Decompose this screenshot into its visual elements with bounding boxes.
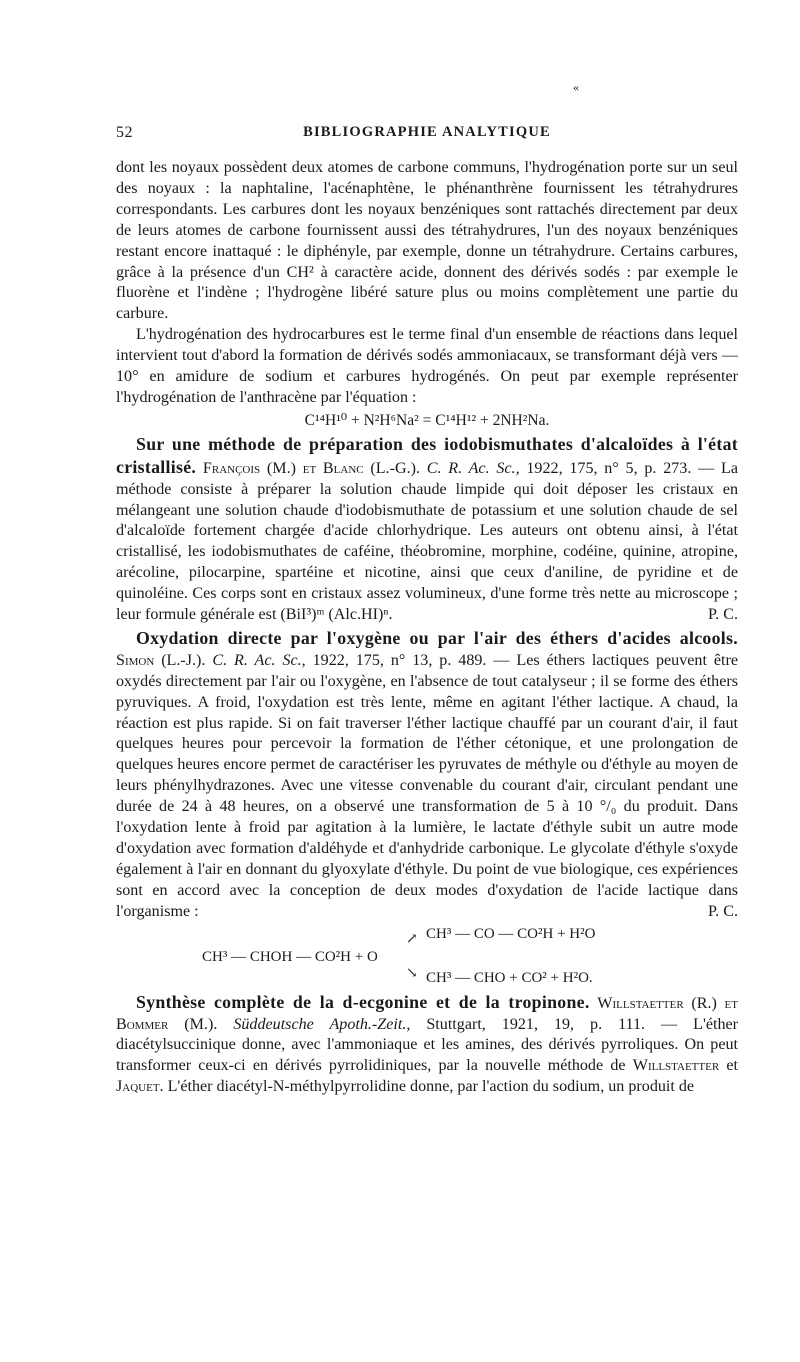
section-journal: C. R. Ac. Sc.,	[212, 651, 306, 669]
equation-product-bottom: CH³ — CHO + CO² + H²O.	[426, 969, 593, 986]
section-text: — L'éther diacétylsuccinique donne, avec l'ammoniaque et les amines, des dérivés pyrroliques. On peut transformer ceux-ci en dérivés pyrrolidiniques, par la nouvelle méthode de	[116, 1015, 739, 1075]
author-name: Willstaetter	[632, 1057, 720, 1075]
section-authors: Simon (L.-J.).	[116, 651, 206, 669]
author-name: Jaquet.	[116, 1078, 164, 1096]
section-authors: Willstaetter (R.) et Bommer (M.).	[116, 994, 738, 1033]
section-reference: 1922, 175, n° 5, p. 273.	[526, 459, 692, 477]
section-tropinone	[116, 992, 738, 1099]
section-journal: C. R. Ac. Sc.,	[426, 459, 520, 477]
section-title: Oxydation directe par l'oxygène ou par l'air des éthers d'acides alcools.	[136, 627, 738, 648]
section-signature: P. C.	[708, 902, 738, 920]
page-number: 52	[116, 124, 133, 141]
running-head: BIBLIOGRAPHIE ANALYTIQUE	[303, 124, 551, 140]
section-oxydation	[116, 628, 738, 923]
stray-mark: «	[573, 80, 579, 94]
equation-product-top: CH³ — CO — CO²H + H²O	[426, 925, 596, 942]
section-title: Sur une méthode de préparation des iodobismuthates d'alcaloïdes à l'état cristallisé.	[116, 433, 738, 477]
equation-reactant: CH³ — CHOH — CO²H + O	[202, 948, 378, 965]
section-reference: Stuttgart, 1921, 19, p. 111.	[426, 1015, 646, 1033]
arrow-up-icon: ↗	[406, 931, 418, 947]
section-reference: 1922, 175, n° 13, p. 489.	[312, 651, 487, 669]
intro-paragraph-2: L'hydrogénation des hydrocarbures est le terme final d'un ensemble de réactions dans lequel intervient tout d'abord la formation de dérivés sodés ammoniacaux, se transformant déjà vers — 10° en amidure de sodium et carbures hydrogénés. On peut par exemple représenter l'hydrogénation de l'anthracène par l'équation :	[116, 326, 738, 406]
body-text	[116, 158, 738, 1098]
section-text: — La méthode consiste à préparer la solution chaude limpide qui doit déposer les cristaux en mélangeant une solution chaude d'iodobismuthate de potassium et une solution chaude de sel d'alcaloïde fortement chargée d'acide chlorhydrique. Les auteurs ont obtenu ainsi, à l'état cristallisé, les iodobismuthates de caféine, théobromine, morphine, codéine, quinine, atropine, arécoline, pilocarpine, spartéine et nicotine, ainsi que ceux d'aniline, de pyridine et de quinoléine. Ces corps sont en cristaux assez volumineux, d'une forme très nette au microscope ; leur formule générale est (BiI³)ᵐ (Alc.HI)ⁿ.	[116, 459, 738, 624]
section-text: — Les éthers lactiques peuvent être oxydés directement par l'air ou l'oxygène, en l'absence de tout catalyseur ; il se forme des éthers pyruviques. A froid, l'oxydation est très lente, même en agitant l'éther lactique. A chaud, la réaction est plus rapide. Si on fait traverser l'éther lactique chauffé par un courant d'air, il faut quelques heures pour percevoir la formation de l'éther cétonique, et une prolongation de quelques heures encore permet de caractériser les pyruvates de méthyle ou d'éthyle au moyen de leurs phénylhydrazones. Avec une vitesse convenable du courant d'air, circulant pendant une durée de 24 à 48 heures, on a observé une transformation de 5 à 10 °/₀ du produit. Dans l'oxydation lente à froid par agitation à la lumière, le lactate d'éthyle subit un autre mode d'oxydation avec formation d'aldéhyde et d'anhydride carbonique. Le glycolate d'éthyle s'oxyde également à l'air en donnant du glyoxylate d'éthyle. Du point de vue biologique, ces expériences sont en accord avec la conception de deux modes d'oxydation de l'acide lactique dans l'organisme :	[116, 651, 738, 920]
anthracene-equation: C¹⁴H¹⁰ + N²H⁶Na² = C¹⁴H¹² + 2NH²Na.	[304, 411, 550, 429]
section-text: L'éther diacétyl-N-méthylpyrrolidine donne, par l'action du sodium, un produit de	[167, 1078, 695, 1096]
section-iodobismuthates	[116, 434, 738, 626]
section-signature: P. C.	[708, 606, 738, 624]
section-title: Synthèse complète de la d-ecgonine et de la tropinone.	[136, 991, 590, 1012]
page-header	[116, 124, 738, 146]
intro-paragraph-1: dont les noyaux possèdent deux atomes de carbone communs, l'hydrogénation porte sur un seul des noyaux : la naphtaline, l'acénaphtène, le phénanthrène fournissent les tétrahydrures correspondants. Les carbures dont les noyaux benzéniques sont rattachés directement par deux de leurs atomes de carbone fournissent aussi des tétrahydrures, l'un des noyaux benzéniques restant encore inattaqué : le diphényle, par exemple, donne un tétrahydrure. Certains carbures, grâce à la présence d'un CH² à caractère acide, donnent des dérivés sodés : par exemple le fluorène et l'indène ; l'hydrogène libéré sature plus ou moins complètement une partie du carbure.	[116, 159, 738, 323]
lactic-oxidation-scheme	[116, 924, 738, 990]
arrow-down-icon: ↘	[406, 965, 418, 981]
section-text: et	[726, 1057, 738, 1075]
section-authors: François (M.) et Blanc (L.-G.).	[202, 459, 420, 477]
section-journal: Süddeutsche Apoth.-Zeit.,	[233, 1015, 411, 1033]
